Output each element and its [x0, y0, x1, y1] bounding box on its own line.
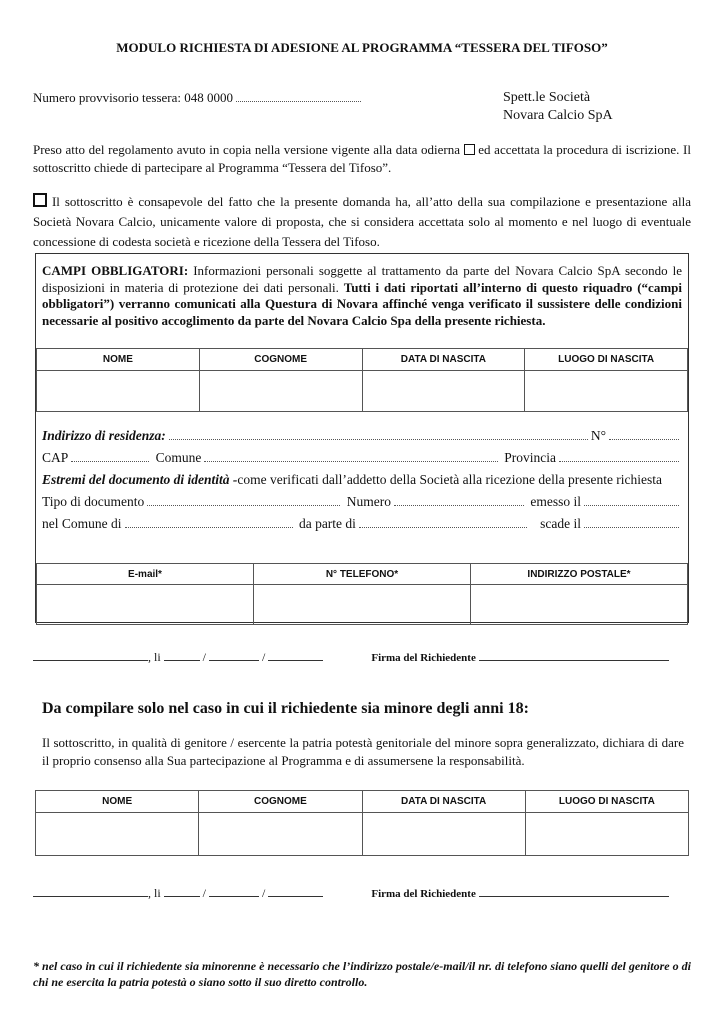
- numero-civico-label: N°: [590, 428, 606, 443]
- numero-field[interactable]: [236, 92, 361, 102]
- nel-comune-field[interactable]: [125, 518, 293, 528]
- page-title: MODULO RICHIESTA DI ADESIONE AL PROGRAMMA “TESSERA DEL TIFOSO”: [116, 40, 608, 55]
- numero-documento-field[interactable]: [394, 496, 524, 506]
- scade-label: scade il: [540, 516, 581, 531]
- header-indirizzo-postale: INDIRIZZO POSTALE*: [471, 564, 688, 585]
- da-parte-label: da parte di: [298, 516, 356, 531]
- residenza-label: Indirizzo di residenza:: [42, 428, 166, 443]
- field-data-nascita[interactable]: [362, 371, 525, 412]
- estremi-text: come verificati dall’addetto della Società alla ricezione della presente richiesta: [237, 472, 663, 487]
- para1-text: Preso atto del regolamento avuto in copia nella versione vigente alla data odierna: [33, 142, 460, 157]
- header-luogo-nascita: LUOGO DI NASCITA: [525, 349, 688, 371]
- header-cognome: COGNOME: [199, 791, 362, 813]
- sep: /: [202, 886, 207, 900]
- scade-field[interactable]: [584, 518, 679, 528]
- da-parte-field[interactable]: [359, 518, 527, 528]
- month-field[interactable]: [209, 887, 259, 897]
- campi-bold: Tutti i dati riportati all’interno di questo riquadro (“campi obbligatori”) verranno comunicati alla Questura di Novara affinché venga verificato il sussistere delle condizioni necessarie al positivo accoglimento da parte del Novara Calcio Spa della presente richiesta.: [42, 279, 682, 328]
- field-indirizzo-postale[interactable]: [471, 585, 688, 625]
- recipient: [503, 89, 613, 125]
- cap-label: CAP: [42, 450, 69, 465]
- li-label: , li: [148, 886, 161, 900]
- recipient-line2: Novara Calcio SpA: [503, 108, 613, 123]
- field-nome[interactable]: [36, 813, 199, 856]
- date-signature-line-2: [33, 886, 669, 901]
- field-cognome[interactable]: [199, 371, 362, 412]
- numero-documento-label: Numero: [346, 494, 391, 509]
- field-telefono[interactable]: [254, 585, 471, 625]
- minor-heading: Da compilare solo nel caso in cui il richiedente sia minore degli anni 18:: [42, 700, 529, 717]
- guardian-data-table: [35, 790, 689, 856]
- minor-table-wrap: [35, 790, 689, 856]
- paragraph-consapevole: [33, 192, 691, 252]
- tipo-documento-label: Tipo di documento: [42, 494, 145, 509]
- comune-field[interactable]: [204, 452, 497, 462]
- year-field[interactable]: [268, 887, 323, 897]
- field-luogo-nascita[interactable]: [525, 813, 688, 856]
- personal-data-table: [36, 348, 688, 412]
- month-field[interactable]: [209, 651, 259, 661]
- day-field[interactable]: [164, 887, 200, 897]
- campi-label: CAMPI OBBLIGATORI:: [42, 263, 189, 278]
- field-cognome[interactable]: [199, 813, 362, 856]
- header-luogo-nascita: LUOGO DI NASCITA: [525, 791, 688, 813]
- place-field[interactable]: [33, 651, 148, 661]
- signature-field[interactable]: [479, 651, 669, 661]
- field-data-nascita[interactable]: [362, 813, 525, 856]
- date-signature-line-1: [33, 650, 669, 665]
- header-cognome: COGNOME: [199, 349, 362, 371]
- place-field[interactable]: [33, 887, 148, 897]
- campi-obbligatori-text: [36, 254, 688, 348]
- residenza-field[interactable]: [169, 430, 588, 440]
- para1-text2: ed accettata la procedura di iscrizione. Il sottoscritto chiede di partecipare al Programma “Tessera del Tifoso”.: [33, 142, 691, 175]
- provincia-field[interactable]: [559, 452, 679, 462]
- checkbox-regolamento[interactable]: [464, 144, 475, 155]
- header-nome: NOME: [37, 349, 200, 371]
- header-email: E-mail*: [37, 564, 254, 585]
- tipo-documento-field[interactable]: [147, 496, 340, 506]
- comune-label: Comune: [155, 450, 202, 465]
- li-label: , li: [148, 650, 161, 664]
- footnote: * nel caso in cui il richiedente sia minorenne è necessario che l’indirizzo postale/e-mail/il nr. di telefono siano quelli del genitore o di chi ne esercita la patria potestà o siano sotto il suo diretto controllo.: [33, 959, 691, 989]
- mandatory-fields-box: [35, 253, 689, 623]
- sep: /: [262, 886, 266, 900]
- header-data-nascita: DATA DI NASCITA: [362, 349, 525, 371]
- recipient-line1: Spett.le Società: [503, 90, 591, 105]
- field-nome[interactable]: [37, 371, 200, 412]
- para2-text: Il sottoscritto è consapevole del fatto che la presente domanda ha, all’atto della sua compilazione e presentazione alla Società Novara Calcio, unicamente valore di proposta, che si considera accettata solo al momento e nel luogo di eventuale concessione di codesta società e ricezione della Tessera del Tifoso.: [33, 194, 692, 249]
- header-nome: NOME: [36, 791, 199, 813]
- header-telefono: N° TELEFONO*: [254, 564, 471, 585]
- signature-field[interactable]: [479, 887, 669, 897]
- campi-text: Informazioni personali soggette al trattamento da parte del Novara Calcio SpA secondo le disposizioni in materia di protezione dei dati personali.: [42, 263, 683, 295]
- emesso-field[interactable]: [584, 496, 679, 506]
- sep: /: [262, 650, 266, 664]
- provincia-label: Provincia: [504, 450, 556, 465]
- firma-label: Firma del Richiedente: [371, 652, 476, 664]
- year-field[interactable]: [268, 651, 323, 661]
- numero-label: Numero provvisorio tessera: 048 0000: [33, 90, 234, 105]
- sep: /: [202, 650, 207, 664]
- nel-comune-label: nel Comune di: [42, 516, 122, 531]
- field-email[interactable]: [37, 585, 254, 625]
- address-section: [36, 412, 688, 563]
- field-luogo-nascita[interactable]: [525, 371, 688, 412]
- cap-field[interactable]: [71, 452, 149, 462]
- emesso-label: emesso il: [530, 494, 581, 509]
- estremi-label: Estremi del documento di identità -: [42, 472, 238, 487]
- checkbox-consapevole[interactable]: [33, 193, 47, 207]
- numero-civico-field[interactable]: [609, 430, 679, 440]
- day-field[interactable]: [164, 651, 200, 661]
- contact-table: [36, 563, 688, 625]
- paragraph-regolamento: [33, 141, 691, 177]
- minor-text: Il sottoscritto, in qualità di genitore / esercente la patria potestà genitoriale del minore sopra generalizzato, dichiara di dare il proprio consenso alla Sua partecipazione al Programma e di assumersene la responsabilità.: [42, 735, 684, 768]
- firma-label: Firma del Richiedente: [371, 888, 476, 900]
- header-data-nascita: DATA DI NASCITA: [362, 791, 525, 813]
- numero-tessera: [33, 90, 361, 106]
